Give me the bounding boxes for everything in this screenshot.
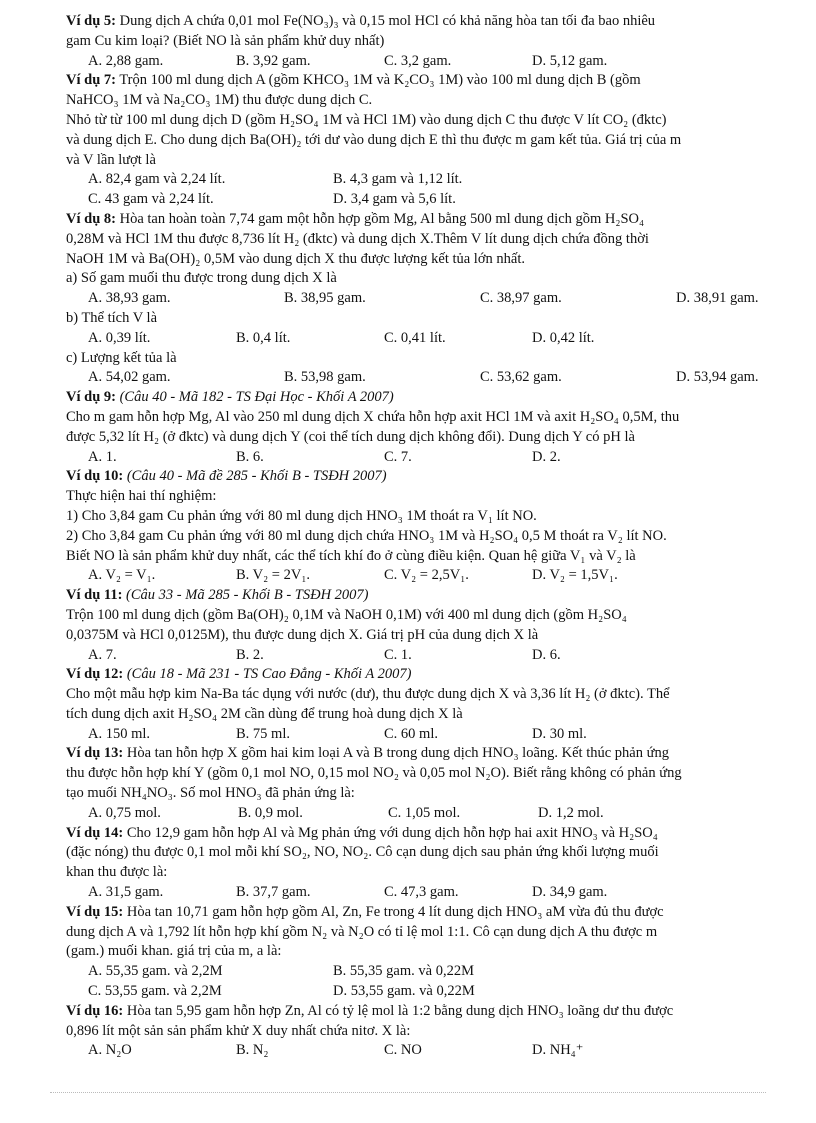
answer-options (66, 368, 772, 388)
answer-option: B. 4,3 gam và 1,12 lít. (333, 171, 463, 188)
answer-option: A. 0,39 lít. (88, 329, 151, 346)
text-line (66, 547, 772, 567)
line-text: 0,28M và HCl 1M thu được 8,736 lít H₂ (đktc) và dung dịch X.Thêm V lít dung dịch chứa đồng thời (66, 230, 649, 247)
line-text: gam Cu kim loại? (Biết NO là sản phẩm khử duy nhất) (66, 32, 385, 49)
answer-options (66, 289, 772, 309)
example-label: Ví dụ 14: (66, 824, 124, 841)
answer-option: B. 55,35 gam. và 0,22M (333, 963, 474, 980)
answer-option: C. 1,05 mol. (388, 804, 461, 821)
answer-option: C. 3,2 gam. (384, 52, 452, 69)
answer-option: D. 38,91 gam. (676, 290, 759, 307)
answer-option: C. 60 ml. (384, 725, 438, 742)
text-line (66, 408, 772, 428)
answer-option: C. 38,97 gam. (480, 290, 562, 307)
text-line (66, 151, 772, 171)
question-heading-line (66, 467, 772, 487)
answer-option: D. 3,4 gam và 5,6 lít. (333, 191, 456, 208)
answer-option: C. 53,62 gam. (480, 369, 562, 386)
answer-option: B. 38,95 gam. (284, 290, 366, 307)
example-label: Ví dụ 13: (66, 745, 124, 762)
answer-options (66, 448, 772, 468)
line-text: c) Lượng kết tủa là (66, 349, 177, 366)
text-line (66, 250, 772, 270)
answer-option: A. 82,4 gam và 2,24 lít. (88, 171, 226, 188)
answer-options (66, 982, 772, 1002)
exam-source: (Câu 40 - Mã 182 - TS Đại Học - Khối A 2007) (119, 389, 394, 406)
line-text: thu được hỗn hợp khí Y (gồm 0,1 mol NO, 0,15 mol NO₂ và 0,05 mol N₂O). Biết rằng không có phản ứng (66, 765, 682, 782)
question-heading-line (66, 12, 772, 32)
example-label: Ví dụ 9: (66, 389, 116, 406)
line-text: Hòa tan 5,95 gam hỗn hợp Zn, Al có tỷ lệ mol là 1:2 bằng dung dịch HNO₃ loãng dư thu được (123, 1002, 674, 1019)
document-page (66, 12, 772, 1061)
text-line (66, 1022, 772, 1042)
text-line (66, 111, 772, 131)
line-text: Dung dịch A chứa 0,01 mol Fe(NO₃)₃ và 0,15 mol HCl có khả năng hòa tan tối đa bao nhiêu (115, 13, 656, 29)
exam-source: (Câu 40 - Mã đề 285 - Khối B - TSĐH 2007) (126, 468, 387, 485)
question-heading-line (66, 903, 772, 923)
line-text: Hòa tan hoàn toàn 7,74 gam một hỗn hợp gồm Mg, Al bằng 500 ml dung dịch gồm H₂SO₄ (115, 210, 645, 227)
page-footer-rule (50, 1092, 766, 1093)
answer-option: D. 2. (532, 448, 561, 465)
example-label: Ví dụ 15: (66, 903, 124, 920)
question-heading-line (66, 71, 772, 91)
text-line (66, 428, 772, 448)
answer-option: A. 38,93 gam. (88, 290, 171, 307)
text-line (66, 685, 772, 705)
line-text: Cho một mẫu hợp kim Na-Ba tác dụng với nước (dư), thu được dung dịch X và 3,36 lít H₂ (ở đktc). Thể (66, 686, 670, 703)
text-line (66, 764, 772, 784)
text-line (66, 230, 772, 250)
question-heading-line (66, 388, 772, 408)
answer-option: C. V₂ = 2,5V₁. (384, 567, 469, 584)
answer-option: A. 150 ml. (88, 725, 151, 742)
line-text: (đặc nóng) thu được 0,1 mol mỗi khí SO₂, NO, NO₂. Cô cạn dung dịch sau phản ứng khối lượng muối (66, 844, 659, 861)
question-heading-line (66, 744, 772, 764)
answer-options (66, 962, 772, 982)
example-label: Ví dụ 11: (66, 587, 123, 604)
answer-option: D. 53,55 gam. và 0,22M (333, 983, 475, 1000)
text-line (66, 349, 772, 369)
text-line (66, 32, 772, 52)
line-text: NaOH 1M và Ba(OH)₂ 0,5M vào dung dịch X thu được lượng kết tủa lớn nhất. (66, 250, 525, 267)
answer-option: B. 37,7 gam. (236, 884, 311, 901)
answer-option: D. 30 ml. (532, 725, 587, 742)
line-text: 2) Cho 3,84 gam Cu phản ứng với 80 ml dung dịch chứa HNO₃ 1M và H₂SO₄ 0,5 M thoát ra V₂ lít NO. (66, 527, 667, 544)
exam-source: (Câu 18 - Mã 231 - TS Cao Đẳng - Khối A 2007) (126, 666, 412, 683)
text-line (66, 309, 772, 329)
answer-option: D. 53,94 gam. (676, 369, 759, 386)
answer-options (66, 329, 772, 349)
answer-option: C. 43 gam và 2,24 lít. (88, 191, 214, 208)
exam-source: (Câu 33 - Mã 285 - Khối B - TSĐH 2007) (126, 587, 369, 604)
answer-option: C. 53,55 gam. và 2,2M (88, 983, 222, 1000)
text-line (66, 91, 772, 111)
text-line (66, 942, 772, 962)
answer-option: C. 7. (384, 448, 412, 465)
answer-option: B. 0,4 lít. (236, 329, 291, 346)
question-heading-line (66, 210, 772, 230)
answer-options (66, 883, 772, 903)
text-line (66, 784, 772, 804)
answer-option: C. 0,41 lít. (384, 329, 446, 346)
text-line (66, 507, 772, 527)
example-label: Ví dụ 16: (66, 1002, 124, 1019)
answer-options (66, 804, 772, 824)
answer-option: C. NO (384, 1042, 422, 1059)
answer-option: C. 47,3 gam. (384, 884, 459, 901)
text-line (66, 705, 772, 725)
line-text: 0,0375M và HCl 0,0125M), thu được dung dịch X. Giá trị pH của dung dịch X là (66, 626, 539, 643)
answer-options (66, 190, 772, 210)
answer-options (66, 1041, 772, 1061)
example-label: Ví dụ 8: (66, 210, 116, 227)
line-text: Cho 12,9 gam hỗn hợp Al và Mg phản ứng với dung dịch hỗn hợp hai axit HNO₃ và H₂SO₄ (123, 824, 658, 841)
text-line (66, 626, 772, 646)
answer-option: A. N₂O (88, 1042, 132, 1059)
answer-option: B. 3,92 gam. (236, 52, 311, 69)
question-heading-line (66, 586, 772, 606)
example-label: Ví dụ 12: (66, 666, 124, 683)
answer-option: A. 54,02 gam. (88, 369, 171, 386)
line-text: Trộn 100 ml dung dịch A (gồm KHCO₃ 1M và K₂CO₃ 1M) vào 100 ml dung dịch B (gồm (115, 72, 641, 89)
line-text: khan thu được là: (66, 864, 168, 881)
line-text: tạo muối NH₄NO₃. Số mol HNO₃ đã phản ứng là: (66, 785, 355, 802)
example-label: Ví dụ 10: (66, 468, 124, 485)
answer-options (66, 52, 772, 72)
line-text: Cho m gam hỗn hợp Mg, Al vào 250 ml dung dịch X chứa hỗn hợp axit HCl 1M và axit H₂SO₄ 0,5M, thu (66, 408, 680, 425)
line-text: 0,896 lít một sản sản phẩm khử X duy nhất chứa nitơ. X là: (66, 1022, 411, 1039)
answer-option: B. 53,98 gam. (284, 369, 366, 386)
answer-option: D. 5,12 gam. (532, 52, 608, 69)
answer-options (66, 566, 772, 586)
answer-option: D. 0,42 lít. (532, 329, 595, 346)
line-text: Trộn 100 ml dung dịch (gồm Ba(OH)₂ 0,1M và NaOH 0,1M) với 400 ml dung dịch (gồm H₂SO₄ (66, 606, 627, 623)
line-text: và dung dịch E. Cho dung dịch Ba(OH)₂ tới dư vào dung dịch E thì thu được m gam kết tủa. Giá trị của m (66, 131, 682, 148)
text-line (66, 131, 772, 151)
line-text: 1) Cho 3,84 gam Cu phản ứng với 80 ml dung dịch HNO₃ 1M thoát ra V₁ lít NO. (66, 507, 537, 524)
answer-option: A. 1. (88, 448, 117, 465)
line-text: Biết NO là sản phẩm khử duy nhất, các thể tích khí đo ở cùng điều kiện. Quan hệ giữa V₁ và V₂ là (66, 547, 636, 564)
line-text: Hòa tan hỗn hợp X gồm hai kim loại A và B trong dung dịch HNO₃ loãng. Kết thúc phản ứng (123, 745, 669, 762)
text-line (66, 923, 772, 943)
answer-option: A. 2,88 gam. (88, 52, 164, 69)
line-text: Thực hiện hai thí nghiệm: (66, 488, 217, 505)
answer-options (66, 170, 772, 190)
answer-option: D. 6. (532, 646, 561, 663)
text-line (66, 863, 772, 883)
text-line (66, 527, 772, 547)
text-line (66, 843, 772, 863)
answer-option: B. V₂ = 2V₁. (236, 567, 311, 584)
answer-option: D. 1,2 mol. (538, 804, 604, 821)
question-heading-line (66, 665, 772, 685)
line-text: a) Số gam muối thu được trong dung dịch X là (66, 270, 337, 287)
line-text: tích dung dịch axit H₂SO₄ 2M cần dùng để trung hoà dung dịch X là (66, 705, 463, 722)
answer-option: B. N₂ (236, 1042, 269, 1059)
line-text: được 5,32 lít H₂ (ở đktc) và dung dịch Y (coi thể tích dung dịch không đổi). Dung dịch Y có pH là (66, 428, 635, 445)
line-text: dung dịch A và 1,792 lít hỗn hợp khí gồm N₂ và N₂O có tỉ lệ mol 1:1. Cô cạn dung dịch A thu được m (66, 923, 658, 940)
line-text: b) Thể tích V là (66, 309, 158, 326)
answer-option: A. 0,75 mol. (88, 804, 161, 821)
answer-option: D. 34,9 gam. (532, 884, 608, 901)
example-label: Ví dụ 5: (66, 13, 116, 29)
answer-option: B. 75 ml. (236, 725, 290, 742)
answer-option: A. 55,35 gam. và 2,2M (88, 963, 223, 980)
answer-option: D. NH₄⁺ (532, 1042, 584, 1059)
question-heading-line (66, 1002, 772, 1022)
line-text: NaHCO₃ 1M và Na₂CO₃ 1M) thu được dung dịch C. (66, 92, 373, 109)
answer-options (66, 646, 772, 666)
answer-option: A. 7. (88, 646, 117, 663)
answer-option: A. V₂ = V₁. (88, 567, 156, 584)
question-heading-line (66, 824, 772, 844)
answer-option: B. 0,9 mol. (238, 804, 303, 821)
text-line (66, 606, 772, 626)
answer-option: B. 6. (236, 448, 264, 465)
answer-option: C. 1. (384, 646, 412, 663)
example-label: Ví dụ 7: (66, 72, 116, 89)
answer-options (66, 725, 772, 745)
text-line (66, 269, 772, 289)
line-text: (gam.) muối khan. giá trị của m, a là: (66, 943, 282, 960)
line-text: Nhỏ từ từ 100 ml dung dịch D (gồm H₂SO₄ 1M và HCl 1M) vào dung dịch C thu được V lít CO₂ (đktc) (66, 111, 667, 128)
answer-option: D. V₂ = 1,5V₁. (532, 567, 618, 584)
line-text: và V lần lượt là (66, 151, 156, 168)
answer-option: B. 2. (236, 646, 264, 663)
text-line (66, 487, 772, 507)
line-text: Hòa tan 10,71 gam hỗn hợp gồm Al, Zn, Fe trong 4 lít dung dịch HNO₃ aM vừa đủ thu được (123, 903, 664, 920)
answer-option: A. 31,5 gam. (88, 884, 164, 901)
